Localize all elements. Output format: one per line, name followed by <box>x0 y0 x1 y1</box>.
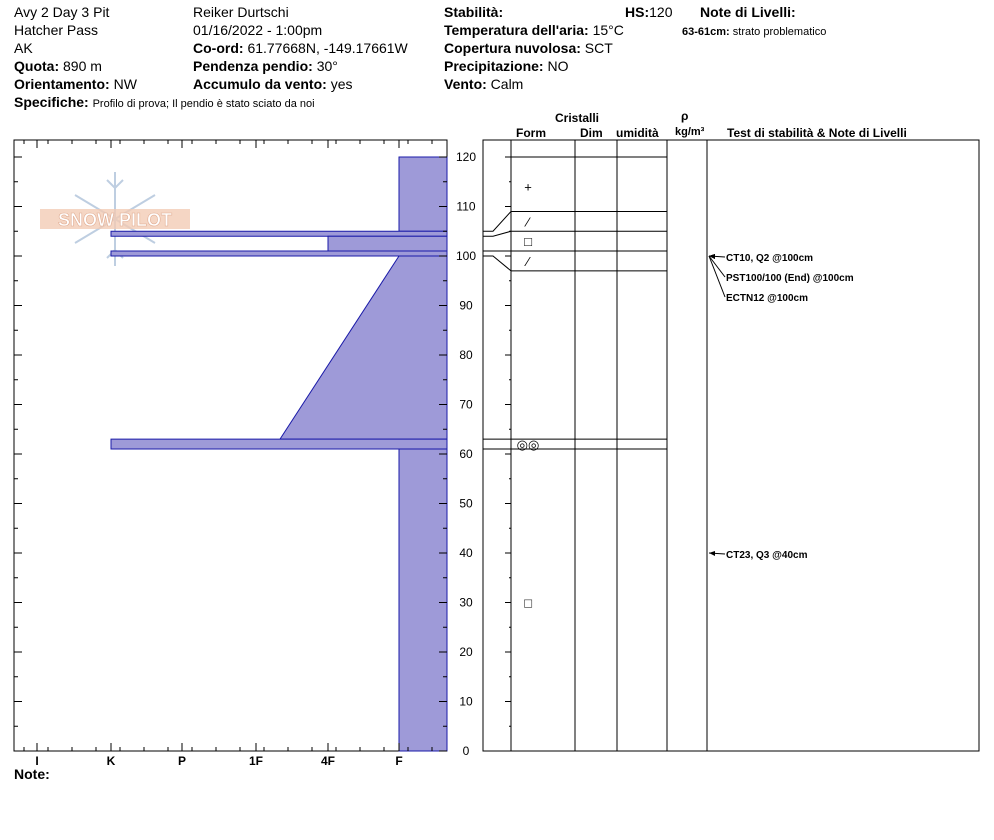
depth-label-60: 60 <box>459 447 473 461</box>
cloud-value: SCT <box>584 40 613 56</box>
depth-label-120: 120 <box>455 150 477 164</box>
hardness-layer-4 <box>280 256 447 439</box>
crystal-symbol-4: ◎◎ <box>516 437 540 453</box>
observer: Reiker Durtschi <box>193 4 289 20</box>
precip-label: Precipitazione: <box>444 58 544 74</box>
location: Hatcher Pass <box>14 22 99 38</box>
crystal-symbol-0: + <box>524 179 532 195</box>
hardness-layer-3 <box>111 251 447 256</box>
moisture-header: umidità <box>616 126 659 140</box>
aspect-value: NW <box>113 76 137 92</box>
depth-label-70: 70 <box>459 397 473 412</box>
layer-connector <box>483 211 511 231</box>
stability-label: Stabilità: <box>444 4 504 20</box>
hardness-label-F: F <box>395 754 403 768</box>
hardness-layer-5 <box>111 439 447 449</box>
aspect-label: Orientamento: <box>14 76 110 92</box>
wind-loading-label: Accumulo da vento: <box>193 76 327 92</box>
coord-value: 61.77668N, -149.17661W <box>247 40 408 56</box>
depth-label-110: 110 <box>456 199 476 214</box>
air-temp-label: Temperatura dell'aria: <box>444 22 589 38</box>
datetime: 01/16/2022 - 1:00pm <box>193 22 323 38</box>
crystal-symbol-2: □ <box>524 234 532 250</box>
notes-label: Note: <box>14 766 50 782</box>
hs-label: HS: <box>625 4 650 20</box>
depth-label-30: 30 <box>459 595 473 610</box>
test-arrow <box>709 256 725 277</box>
pit-name: Avy 2 Day 3 Pit <box>14 4 110 20</box>
density-unit-header: kg/m³ <box>675 126 705 138</box>
wind-value: Calm <box>490 76 524 92</box>
layer-note-range: 63-61cm: <box>682 26 730 38</box>
stability-test-1: PST100/100 (End) @100cm <box>726 273 854 284</box>
wind-label: Vento: <box>444 76 487 92</box>
hardness-layer-6 <box>399 449 447 751</box>
stability-test-3: CT23, Q3 @40cm <box>726 550 808 561</box>
precip-value: NO <box>547 58 569 74</box>
crystal-symbol-5: □ <box>524 595 532 611</box>
depth-label-90: 90 <box>459 298 473 313</box>
depth-label-40: 40 <box>459 546 473 560</box>
coord-label: Co-ord: <box>193 40 244 56</box>
elevation-value: 890 m <box>63 58 102 74</box>
crystal-symbol-1: ⁄ <box>526 214 530 230</box>
depth-label-80: 80 <box>459 348 473 362</box>
hardness-layer-2 <box>328 236 447 251</box>
depth-label-20: 20 <box>459 645 473 659</box>
tests-header: Test di stabilità & Note di Livelli <box>727 126 907 140</box>
test-arrow <box>709 256 725 297</box>
hardness-label-K: K <box>106 754 116 768</box>
hardness-label-1F: 1F <box>248 754 264 768</box>
form-header: Form <box>516 126 546 140</box>
layer-connector <box>483 231 511 236</box>
crystal-symbol-3: ⁄ <box>526 253 530 269</box>
hardness-label-4F: 4F <box>320 754 336 768</box>
hardness-label-P: P <box>177 754 187 768</box>
hardness-layer-0 <box>399 157 447 231</box>
hs-value: 120 <box>649 4 673 20</box>
cloud-label: Copertura nuvolosa: <box>444 40 581 56</box>
depth-label-10: 10 <box>459 694 473 709</box>
hardness-layer-1 <box>111 231 447 236</box>
logo-text: SNOW PILOT <box>58 210 172 230</box>
wind-loading-value: yes <box>330 76 353 92</box>
stability-test-0: CT10, Q2 @100cm <box>726 253 814 264</box>
layer-notes-title: Note di Livelli: <box>700 4 796 20</box>
state: AK <box>14 40 33 56</box>
depth-label-50: 50 <box>459 496 473 511</box>
slope-label: Pendenza pendio: <box>193 58 313 74</box>
air-temp-value: 15°C <box>592 22 624 38</box>
slope-value: 30° <box>316 58 338 74</box>
rho-header: ρ <box>681 109 689 123</box>
hardness-label-I: I <box>35 754 39 768</box>
layer-connector <box>483 256 511 271</box>
depth-label-0: 0 <box>462 744 470 758</box>
elevation-label: Quota: <box>14 58 60 74</box>
dim-header: Dim <box>580 126 603 140</box>
layer-note-text: strato problematico <box>732 26 827 38</box>
specifics-value: Profilo di prova; Il pendio è stato sciato da noi <box>92 98 315 110</box>
depth-label-100: 100 <box>455 249 477 263</box>
crystals-header: Cristalli <box>555 111 600 125</box>
specifics-label: Specifiche: <box>14 94 89 110</box>
stability-test-2: ECTN12 @100cm <box>726 293 809 304</box>
